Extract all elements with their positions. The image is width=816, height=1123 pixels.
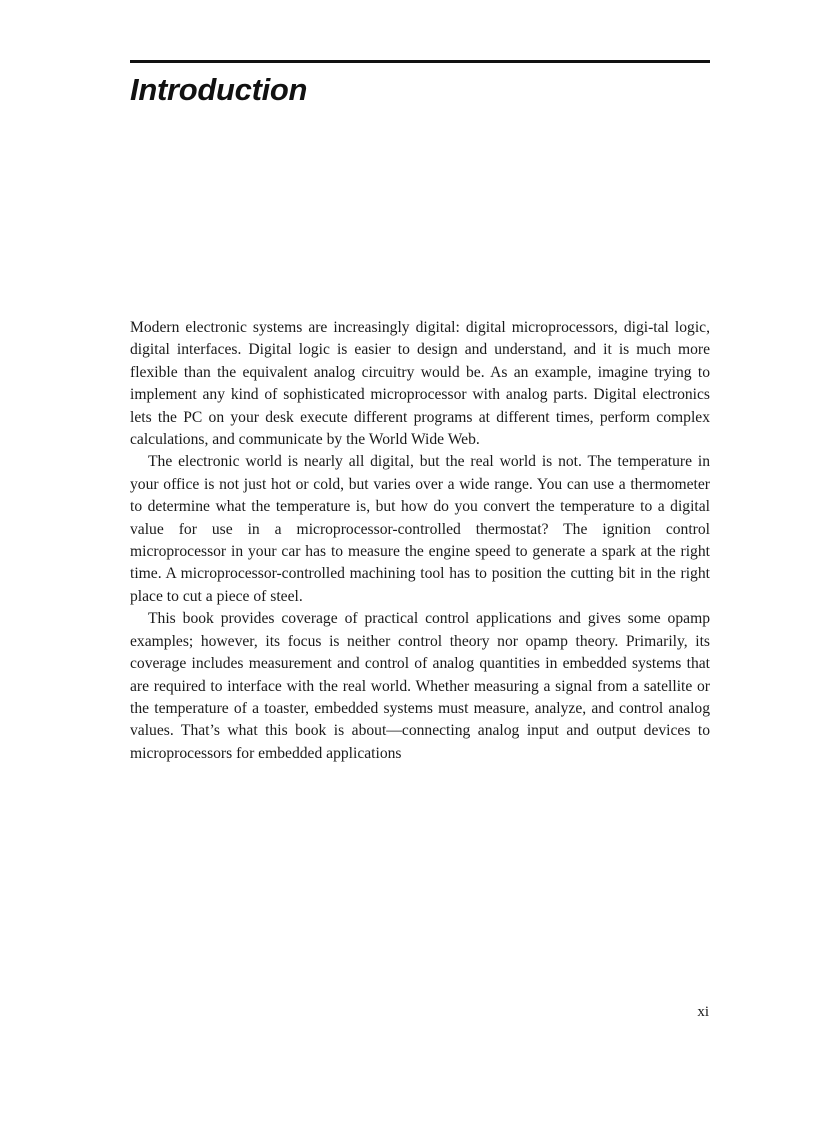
paragraph-3: This book provides coverage of practical control applications and gives some opamp examples; however, its focus is neither control theory nor opamp theory. Primarily, its coverage includes measurement and control of analog quantities in embedded systems that are required to interface with the real world. Whether measuring a signal from a satellite or the temperature of a toaster, embedded systems must measure, analyze, and control analog values. That’s what this book is about—connecting analog input and output devices to microprocessors for embedded applications: [130, 610, 710, 762]
chapter-title: Introduction: [130, 72, 308, 107]
body-text: [130, 317, 710, 765]
page-number: xi: [697, 1004, 709, 1020]
paragraph-2: The electronic world is nearly all digital, but the real world is not. The temperature in your office is not just hot or cold, but varies over a wide range. You can use a thermometer to determine what the temperature is, but how do you convert the temperature to a digital value for use in a microprocessor-controlled thermostat? The ignition control microprocessor in your car has to measure the engine speed to generate a spark at the right time. A microprocessor-controlled machining tool has to position the cutting bit in the right place to cut a piece of steel.: [130, 453, 710, 605]
paragraph-1: Modern electronic systems are increasingly digital: digital microprocessors, digi-tal logic, digital interfaces. Digital logic is easier to design and understand, and it is much more flexible than the equivalent analog circuitry would be. As an example, imagine trying to implement any kind of sophisticated microprocessor with analog parts. Digital electronics lets the PC on your desk execute different programs at different times, perform complex calculations, and communicate by the World Wide Web.: [130, 319, 710, 449]
chapter-top-rule: [130, 60, 710, 63]
